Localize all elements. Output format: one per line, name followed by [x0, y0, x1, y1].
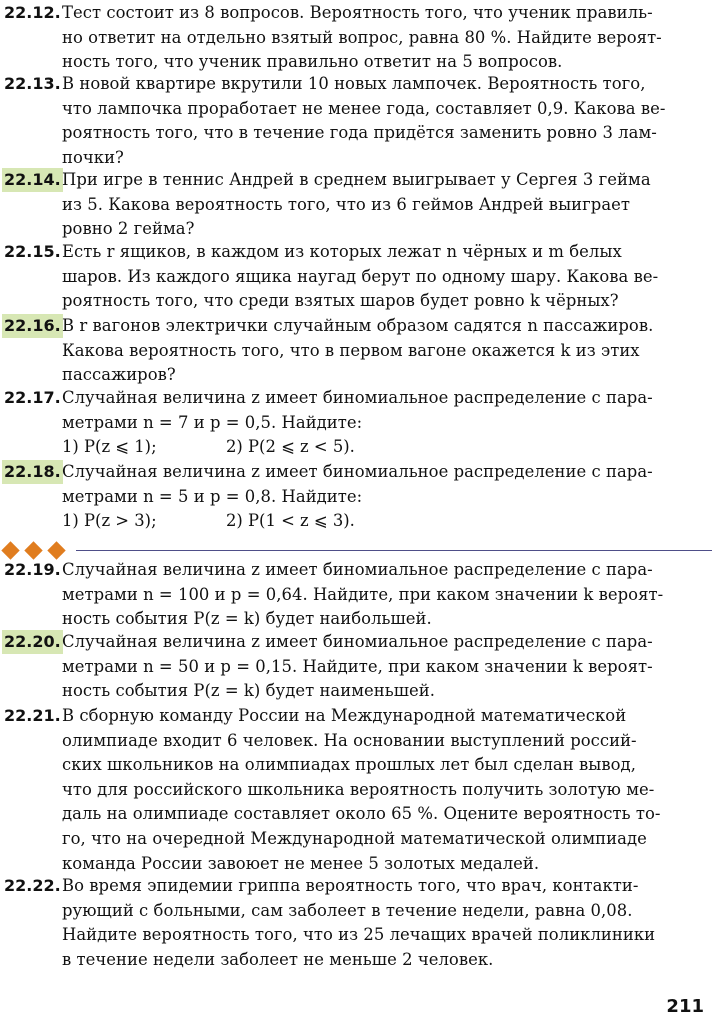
problem-number: 22.17.	[4, 388, 61, 407]
problem-text-line: Случайная величина z имеет биномиальное распределение с пара-	[62, 560, 653, 579]
problem-text-line: команда России завоюет не менее 5 золотых медалей.	[62, 853, 540, 873]
problem-text-line: Найдите вероятность того, что из 25 лечащих врачей поликлиники	[62, 925, 656, 945]
problem-text-line: ность того, что ученик правильно ответит на 5 вопросов.	[62, 52, 563, 72]
problem-text-line: метрами n = 5 и p = 0,8. Найдите:	[62, 486, 363, 506]
problem-text-line: но ответит на отдельно взятый вопрос, равна 80 %. Найдите вероят-	[62, 27, 662, 47]
problem-text-line: метрами n = 100 и p = 0,64. Найдите, при каком значении k вероят-	[62, 584, 664, 604]
diamond-icon	[1, 541, 19, 559]
problem-subitems	[62, 435, 702, 459]
subitem-2: 2) P(1 < z ⩽ 3).	[226, 511, 355, 531]
problem-text-line: При игре в теннис Андрей в среднем выигрывает у Сергея 3 гейма	[62, 170, 651, 189]
problem-text-line: ность события P(z = k) будет наименьшей.	[62, 681, 435, 701]
problem-number: 22.18.	[2, 460, 63, 484]
problem-text-line: метрами n = 50 и p = 0,15. Найдите, при каком значении k вероят-	[62, 656, 653, 676]
problem-subitems	[62, 509, 702, 533]
problem-text-line: Есть r ящиков, в каждом из которых лежат n чёрных и m белых	[62, 242, 622, 261]
subitem-1: 1) P(z > 3);	[62, 511, 157, 531]
problem-text-line: почки?	[62, 147, 124, 167]
problem-text-line: рующий с больными, сам заболеет в течение недели, равна 0,08.	[62, 900, 633, 920]
problem-text-line: что лампочка проработает не менее года, составляет 0,9. Какова ве-	[62, 98, 666, 118]
problem-text-line: Случайная величина z имеет биномиальное распределение с пара-	[62, 462, 653, 481]
divider-line	[76, 550, 712, 551]
problem-text-line: В сборную команду России на Международной математической	[62, 706, 627, 725]
problem-text-line: даль на олимпиаде составляет около 65 %. Оцените вероятность то-	[62, 804, 661, 824]
problem-text-line: роятность того, что среди взятых шаров будет ровно k чёрных?	[62, 291, 619, 311]
problem-text-line: Какова вероятность того, что в первом вагоне окажется k из этих	[62, 340, 640, 360]
problem-text-line: шаров. Из каждого ящика наугад берут по одному шару. Какова ве-	[62, 266, 659, 286]
problem-number: 22.22.	[4, 876, 61, 895]
problem-text-line: ровно 2 гейма?	[62, 219, 195, 239]
subitem-1: 1) P(z ⩽ 1);	[62, 437, 157, 457]
problem-text-line: в течение недели заболеет не меньше 2 человек.	[62, 949, 494, 969]
difficulty-markers	[2, 542, 65, 559]
problem-text-line: роятность того, что в течение года придётся заменить ровно 3 лам-	[62, 123, 657, 143]
problem-text-line: Тест состоит из 8 вопросов. Вероятность того, что ученик правиль-	[62, 3, 653, 22]
problem-text-line: Случайная величина z имеет биномиальное распределение с пара-	[62, 388, 653, 407]
problem-number: 22.19.	[4, 560, 61, 579]
problem-text-line: метрами n = 7 и p = 0,5. Найдите:	[62, 412, 363, 432]
section-divider	[0, 538, 712, 564]
page-number: 211	[666, 996, 704, 1017]
problem-number: 22.15.	[4, 242, 61, 261]
problem-number: 22.20.	[2, 630, 63, 654]
problem-text-line: В r вагонов электрички случайным образом садятся n пассажиров.	[62, 316, 654, 335]
problem-number: 22.16.	[2, 314, 63, 338]
problem-number: 22.12.	[4, 3, 61, 22]
problem-text-line: что для российского школьника вероятность получить золотую ме-	[62, 779, 655, 799]
problem-text-line: Случайная величина z имеет биномиальное распределение с пара-	[62, 632, 653, 651]
problem-text-line: Во время эпидемии гриппа вероятность того, что врач, контакти-	[62, 876, 639, 895]
problem-number: 22.13.	[4, 74, 61, 93]
problem-text-line: ность события P(z = k) будет наибольшей.	[62, 609, 432, 629]
diamond-icon	[47, 541, 65, 559]
subitem-2: 2) P(2 ⩽ z < 5).	[226, 437, 355, 457]
problem-text-line: пассажиров?	[62, 365, 176, 385]
problem-text-line: го, что на очередной Международной математической олимпиаде	[62, 829, 647, 848]
problem-text-line: из 5. Какова вероятность того, что из 6 геймов Андрей выиграет	[62, 194, 631, 214]
problem-text-line: В новой квартире вкрутили 10 новых лампочек. Вероятность того,	[62, 74, 646, 93]
problem-text-line: ских школьников на олимпиадах прошлых лет был сделан вывод,	[62, 755, 636, 775]
problem-number: 22.14.	[2, 168, 63, 192]
problem-number: 22.21.	[4, 706, 61, 725]
problem-text-line: олимпиаде входит 6 человек. На основании выступлений россий-	[62, 730, 637, 750]
diamond-icon	[24, 541, 42, 559]
